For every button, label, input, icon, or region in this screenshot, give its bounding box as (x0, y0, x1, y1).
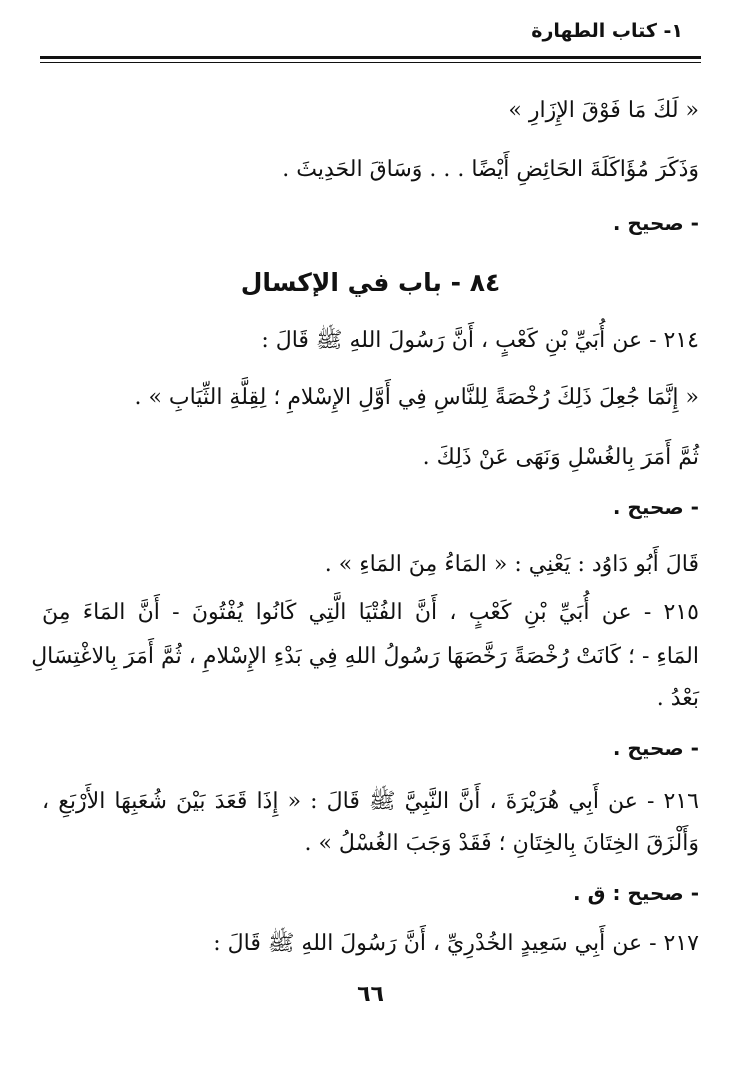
hadith-intro: ٢١٤ - عن أُبَيِّ بْنِ كَعْبٍ ، أَنَّ رَسُولَ اللهِ ﷺ قَالَ : (261, 328, 699, 353)
text-line: « لَكَ مَا فَوْقَ الإِزَارِ » (508, 98, 699, 123)
chapter-heading: ٨٤ - باب في الإكسال (240, 268, 501, 297)
grade-label: - صحيح : ق . (573, 881, 699, 905)
grade-label: - صحيح . (612, 211, 699, 235)
text-line: قَالَ أَبُو دَاوُد : يَعْنِي : « المَاءُ مِنَ المَاءِ » . (324, 552, 699, 577)
hadith-text: ٢١٦ - عن أَبِي هُرَيْرَةَ ، أَنَّ النَّبِيَّ ﷺ قَالَ : « إِذَا قَعَدَ بَيْنَ شُعَبِهَا الأَرْبَعِ ، (42, 789, 699, 814)
hadith-text: بَعْدُ . (656, 686, 699, 711)
grade-label: - صحيح . (612, 736, 699, 760)
hadith-intro: ٢١٧ - عن أَبِي سَعِيدٍ الخُدْرِيِّ ، أَنَّ رَسُولَ اللهِ ﷺ قَالَ : (213, 931, 699, 956)
hadith-text: المَاءِ - ؛ كَانَتْ رُخْصَةً رَخَّصَهَا رَسُولُ اللهِ فِي بَدْءِ الإِسْلامِ ، ثُمَّ أَمَرَ بِالاغْتِسَالِ (31, 644, 699, 669)
page-number: ٦٦ (357, 982, 384, 1007)
grade-label: - صحيح . (612, 495, 699, 519)
hadith-text: « إِنَّمَا جُعِلَ ذَلِكَ رُخْصَةً لِلنَّاسِ فِي أَوَّلِ الإِسْلامِ ؛ لِقِلَّةِ الثِّيَابِ » . (134, 385, 699, 410)
header-rule-thick (40, 56, 701, 59)
hadith-text: وَأَلْزَقَ الخِتَانَ بِالخِتَانِ ؛ فَقَدْ وَجَبَ الغُسْلُ » . (304, 831, 699, 856)
text-line: ثُمَّ أَمَرَ بِالغُسْلِ وَنَهَى عَنْ ذَلِكَ . (422, 445, 699, 470)
hadith-text: ٢١٥ - عن أُبَيِّ بْنِ كَعْبٍ ، أَنَّ الفُتْيَا الَّتِي كَانُوا يُفْتُونَ - أَنَّ المَاءَ مِنَ (42, 600, 699, 625)
running-head: ١- كتاب الطهارة (531, 20, 683, 42)
text-line: وَذَكَرَ مُؤَاكَلَةَ الحَائِضِ أَيْضًا . . . وَسَاقَ الحَدِيثَ . (282, 157, 699, 182)
header-rule-thin (40, 62, 701, 63)
